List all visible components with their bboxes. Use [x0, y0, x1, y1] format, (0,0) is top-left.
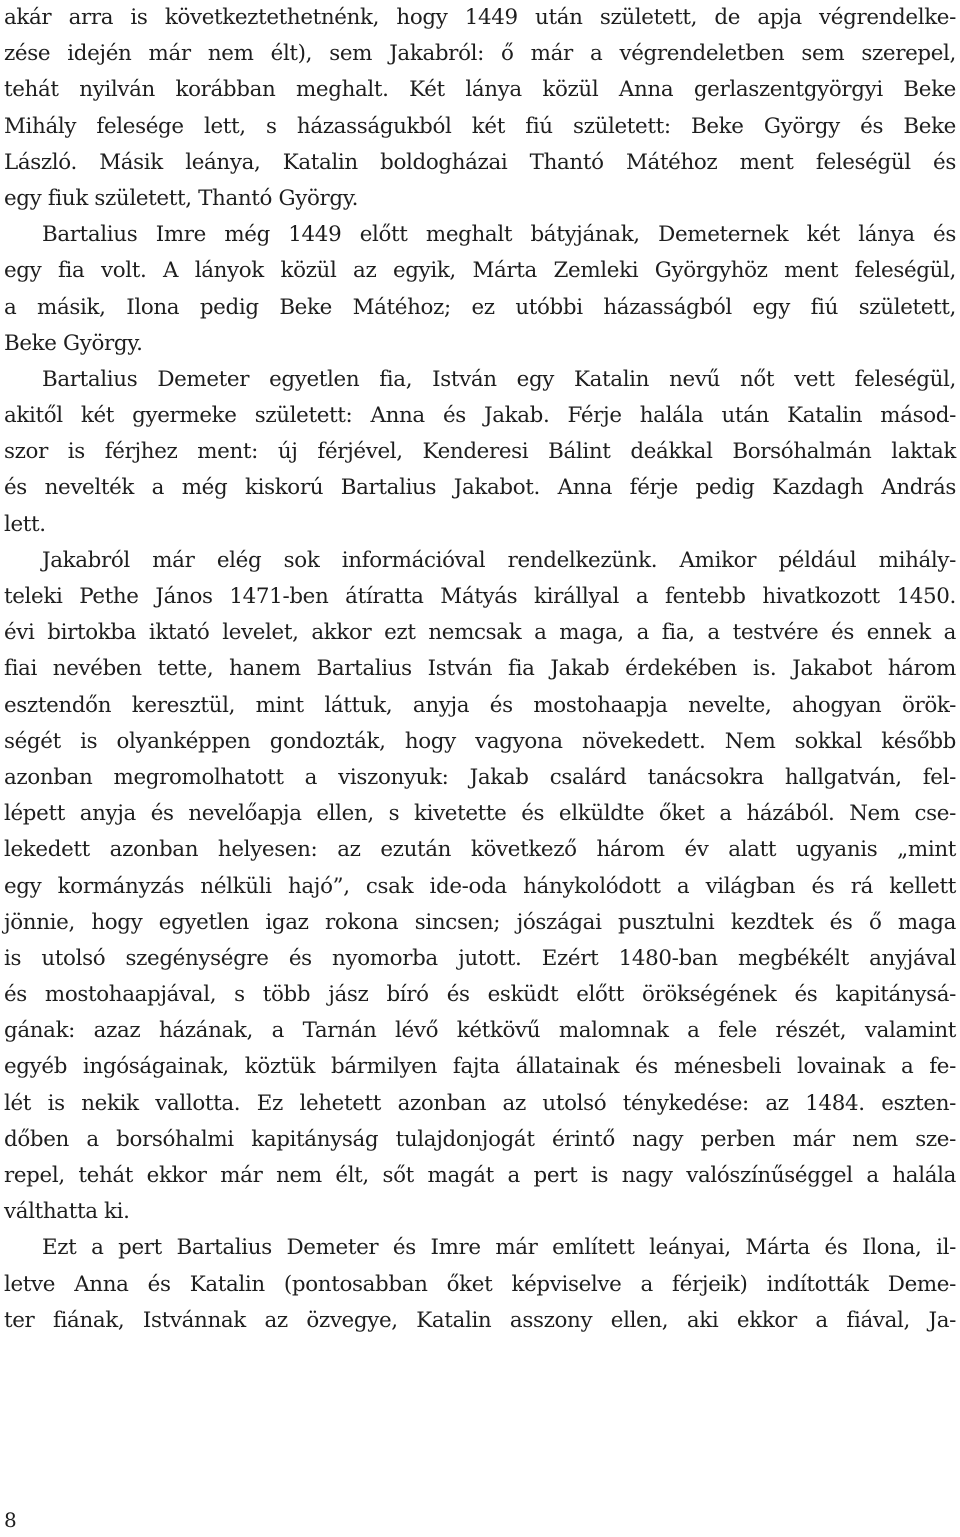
- text-line: is utolsó szegénységre és nyomorba jutott. Ezért 1480-ban megbékélt anyjával: [4, 945, 956, 971]
- text-line: repel, tehát ekkor már nem élt, sőt magát a pert is nagy valószínűséggel a halála: [4, 1163, 956, 1188]
- text-line: azonban megromolhatott a viszonyuk: Jakab csalárd tanácsokra hallgatván, fel-: [4, 764, 956, 790]
- text-line: Jakabról már elég sok információval rendelkezünk. Amikor például mihály-: [42, 547, 956, 573]
- text-line: egyéb ingóságainak, köztük bármilyen fajta állatainak és ménesbeli lovainak a fe-: [4, 1054, 956, 1080]
- page-number: 8: [4, 1508, 17, 1532]
- text-line: a másik, Ilona pedig Beke Mátéhoz; ez utóbbi házasságból egy fiú született,: [4, 294, 956, 320]
- text-line: lett.: [4, 511, 46, 537]
- text-line: gának: azaz házának, a Tarnán lévő kétkövű malomnak a fele részét, valamint: [4, 1018, 956, 1044]
- text-line: zése idején már nem élt), sem Jakabról: ő már a végrendeletben sem szerepel,: [4, 41, 956, 67]
- text-line: esztendőn keresztül, mint láttuk, anyja és mostohaapja nevelte, ahogyan örök-: [4, 692, 956, 718]
- text-line: válthatta ki.: [4, 1199, 130, 1225]
- text-line: Bartalius Imre még 1449 előtt meghalt bátyjának, Demeternek két lánya és: [42, 222, 956, 248]
- text-line: és mostohaapjával, s több jász bíró és esküdt előtt örökségének és kapitánysá-: [4, 982, 956, 1008]
- text-line: Beke György.: [4, 330, 143, 356]
- text-line: egy kormányzás nélküli hajó”, csak ide-oda hánykolódott a világban és rá kellett: [4, 873, 956, 899]
- text-line: akitől két gyermeke született: Anna és Jakab. Férje halála után Katalin másod-: [4, 403, 956, 429]
- document-body: [4, 0, 956, 1339]
- text-line: ter fiának, Istvánnak az özvegye, Katalin asszony ellen, aki ekkor a fiával, Ja-: [4, 1307, 956, 1333]
- text-line: egy fia volt. A lányok közül az egyik, Márta Zemleki Györgyhöz ment feleségül,: [4, 258, 956, 284]
- text-line: dőben a borsóhalmi kapitányság tulajdonjogát érintő nagy perben már nem sze-: [4, 1126, 956, 1152]
- text-line: lét is nekik vallotta. Ez lehetett azonban az utolsó ténykedése: az 1484. eszten-: [4, 1090, 956, 1116]
- text-line: László. Másik leánya, Katalin boldogházai Thantó Mátéhoz ment feleségül és: [4, 149, 956, 175]
- text-line: tehát nyilván korábban meghalt. Két lánya közül Anna gerlaszentgyörgyi Beke: [4, 77, 956, 103]
- text-line: Mihály felesége lett, s házasságukból két fiú született: Beke György és Beke: [4, 113, 956, 139]
- text-line: fiai nevében tette, hanem Bartalius István fia Jakab érdekében is. Jakabot három: [4, 656, 956, 682]
- text-line: jönnie, hogy egyetlen igaz rokona sincsen; jószágai pusztulni kezdtek és ő maga: [4, 909, 956, 935]
- text-line: Ezt a pert Bartalius Demeter és Imre már említett leányai, Márta és Ilona, il-: [42, 1235, 956, 1261]
- text-line: egy fiuk született, Thantó György.: [4, 185, 359, 211]
- text-line: és nevelték a még kiskorú Bartalius Jakabot. Anna férje pedig Kazdagh András: [4, 475, 956, 501]
- text-line: lépett anyja és nevelőapja ellen, s kivetette és elküldte őket a házából. Nem cse-: [4, 801, 956, 827]
- text-line: teleki Pethe János 1471-ben átíratta Mátyás királlyal a fentebb hivatkozott 1450.: [4, 584, 956, 609]
- text-line: ségét is olyanképpen gondozták, hogy vagyona növekedett. Nem sokkal később: [4, 728, 956, 754]
- text-line: szor is férjhez ment: új férjével, Kenderesi Bálint deákkal Borsóhalmán laktak: [4, 439, 956, 465]
- text-line: letve Anna és Katalin (pontosabban őket képviselve a férjeik) indították Deme-: [4, 1271, 956, 1297]
- text-line: Bartalius Demeter egyetlen fia, István egy Katalin nevű nőt vett feleségül,: [42, 366, 956, 392]
- text-line: évi birtokba iktató levelet, akkor ezt nemcsak a maga, a fia, a testvére és ennek a: [4, 620, 956, 646]
- text-line: akár arra is következtethetnénk, hogy 1449 után született, de apja végrendelke-: [4, 5, 956, 30]
- text-line: lekedett azonban helyesen: az ezután következő három év alatt ugyanis „mint: [4, 837, 956, 863]
